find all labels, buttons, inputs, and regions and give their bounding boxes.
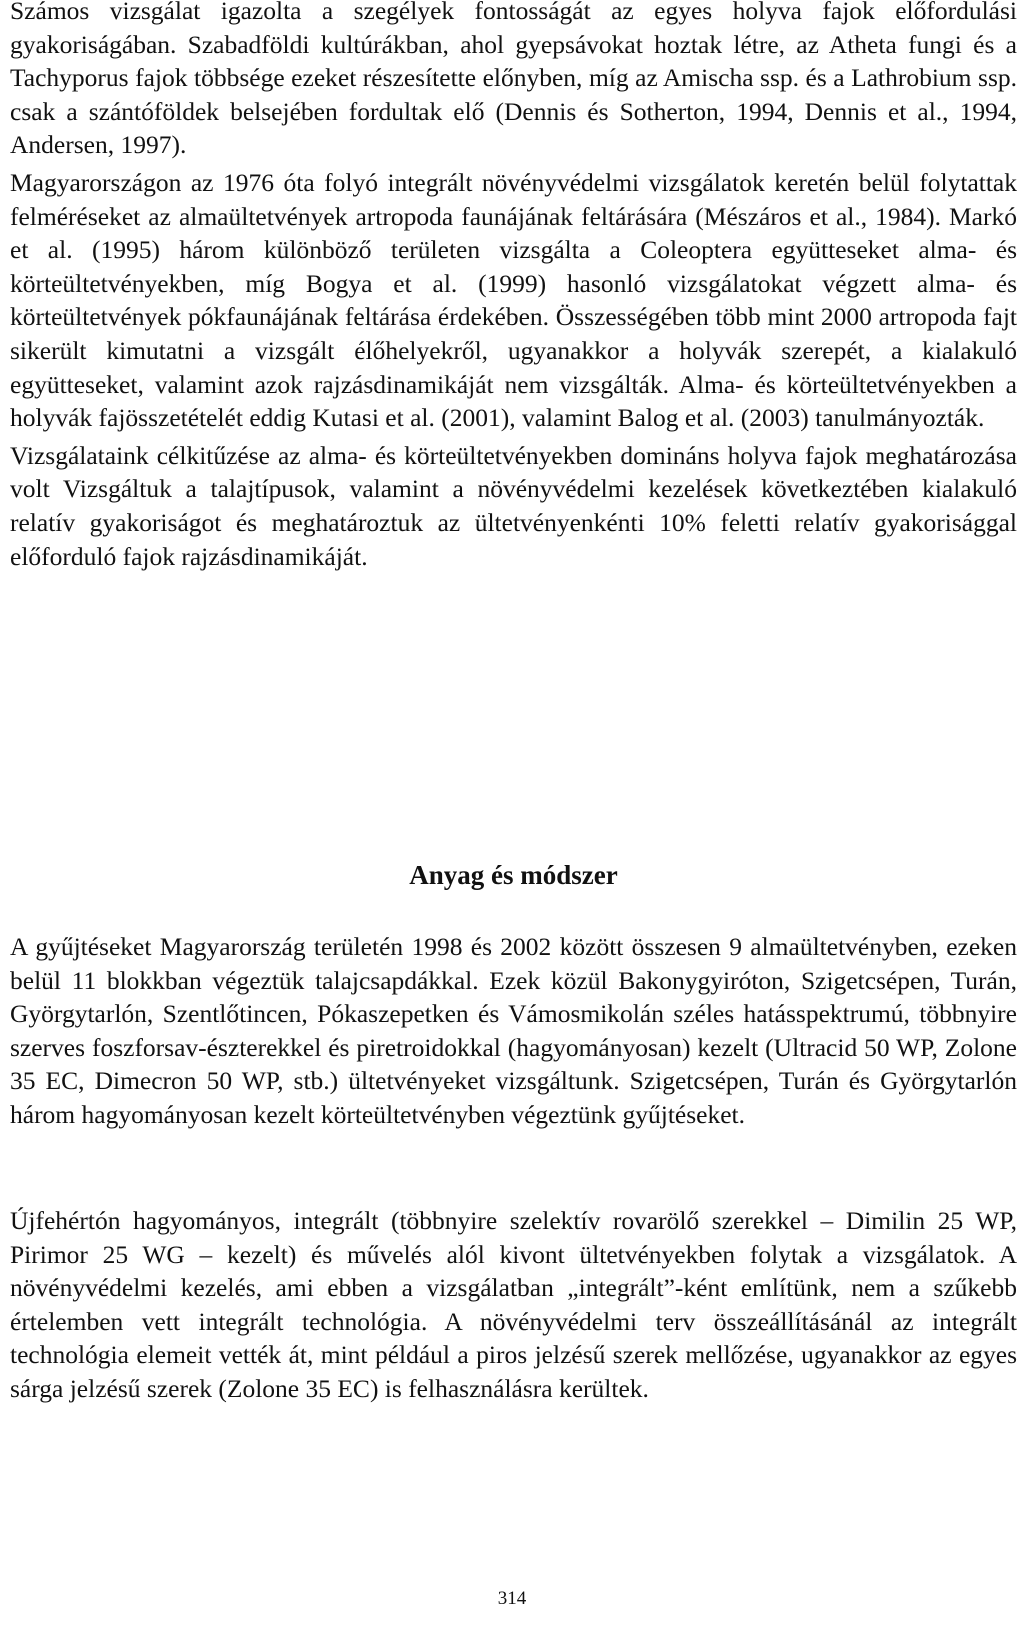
paragraph-staphylinid-edges: Számos vizsgálat igazolta a szegélyek fontosságát az egyes holyva fajok előfordulási gyakoriságában. Szabadföldi kultúrákban, ahol gyepsávokat hoztak létre, az Atheta fungi és a Tachyporus fajok többsége ezeket részesítette előnyben, míg az Amischa ssp. és a Lathrobium ssp. csak a szántóföldek belsejében fordultak elő (Dennis és Sotherton, 1994, Dennis et al., 1994, Andersen, 1997). [10, 0, 1017, 160]
paragraph-hungarian-studies: Magyarországon az 1976 óta folyó integrált növényvédelmi vizsgálatok keretén belül folytattak felméréseket az almaültetvények artropoda faunájának feltárására (Mészáros et al., 1984). Markó et al. (1995) három különböző területen vizsgálta a Coleoptera együtteseket alma- és körteültetvényekben, míg Bogya et al. (1999) hasonló vizsgálatokat végzett alma- és körteültetvények pókfaunájának feltárása érdekében. Összességében több mint 2000 artropoda fajt sikerült kimutatni a vizsgált élőhelyekről, ugyanakkor a holyvák szerepét, a kialakuló együtteseket, valamint azok rajzásdinamikáját nem vizsgálták. Alma- és körteültetvényekben a holyvák fajösszetételét eddig Kutasi et al. (2001), valamint Balog et al. (2003) tanulmányozták. [10, 167, 1017, 433]
paragraph-aims: Vizsgálataink célkitűzése az alma- és körteültetvényekben domináns holyva fajok meghatározása volt Vizsgáltuk a talajtípusok, valamint a növényvédelmi kezelések következtében kialakuló relatív gyakoriságot és meghatároztuk az ültetvényenkénti 10% feletti relatív gyakorisággal előforduló fajok rajzásdinamikáját. [10, 440, 1017, 571]
paragraph-ujfeherto: Újfehértón hagyományos, integrált (többnyire szelektív rovarölő szerekkel – Dimilin 25 WP, Pirimor 25 WG – kezelt) és művelés alól kivont ültetvényekben folytak a vizsgálatok. A növényvédelmi kezelés, ami ebben a vizsgálatban „integrált”-ként említünk, nem a szűkebb értelemben vett integrált technológia. A növényvédelmi terv összeállításánál az integrált technológia elemeit vették át, mint például a piros jelzésű szerek mellőzése, ugyanakkor az egyes sárga jelzésű szerek (Zolone 35 EC) is felhasználásra kerültek. [10, 1206, 1017, 1403]
paragraph-collection-sites: A gyűjtéseket Magyarország területén 1998 és 2002 között összesen 9 almaültetvényben, ezeken belül 11 blokkban végeztük talajcsapdákkal. Ezek közül Bakonygyiróton, Szigetcsépen, Turán, Györgytarlón, Szentlőtincen, Pókaszepetken és Vámosmikolán széles hatásspektrumú, többnyire szerves foszforsav-észterekkel és piretroidokkal (hagyományosan) kezelt (Ultracid 50 WP, Zolone 35 EC, Dimecron 50 WP, stb.) ültetvényeket vizsgáltunk. Szigetcsépen, Turán és Györgytarlón három hagyományosan kezelt körteültetvényben végeztünk gyűjtéseket. [10, 932, 1017, 1129]
section-heading-methods: Anyag és módszer [409, 860, 618, 890]
page-body [10, 0, 1017, 1403]
page-number: 314 [497, 1588, 527, 1609]
